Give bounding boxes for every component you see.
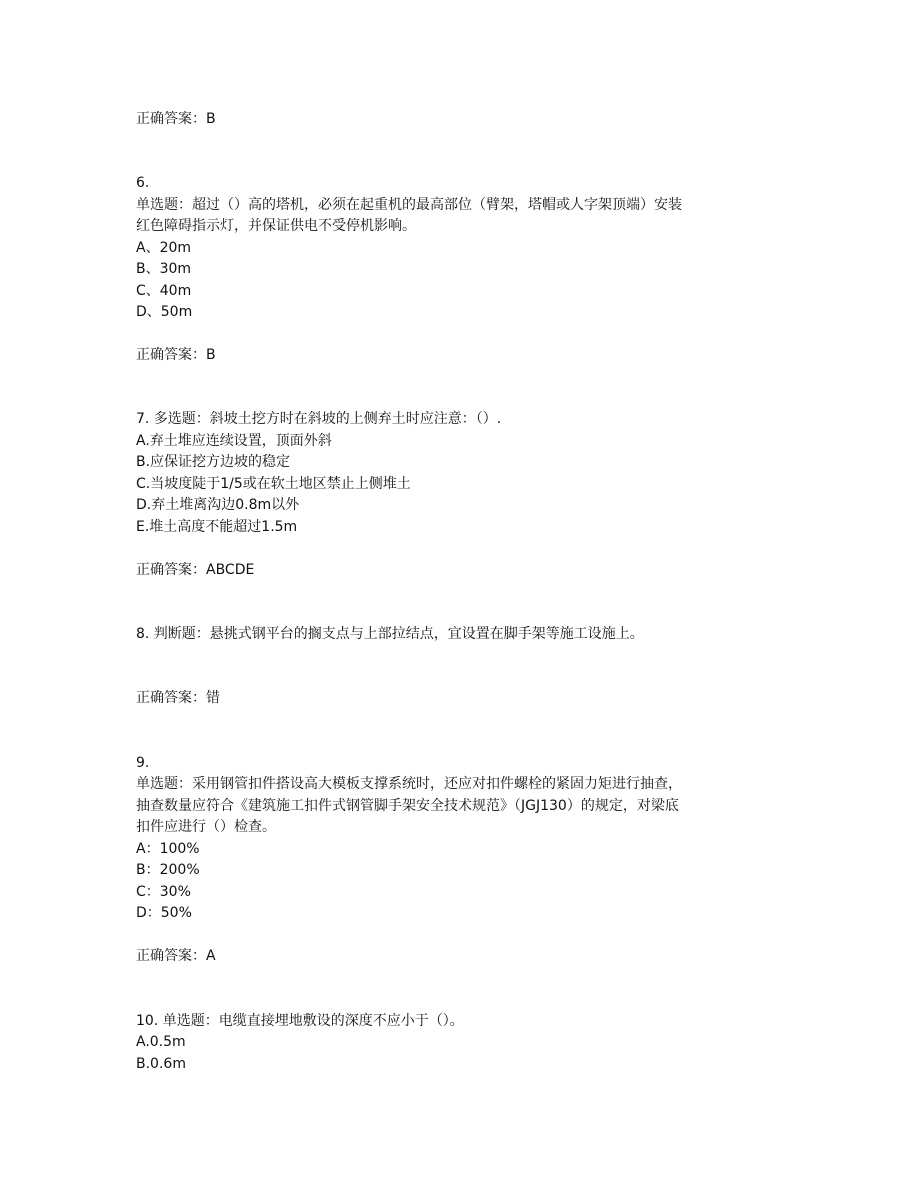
option: A：100% [136,841,200,857]
question-number: 6. [136,175,150,191]
option: C、40m [136,283,192,299]
option: B.0.6m [136,1056,186,1072]
option: D、50m [136,304,193,320]
question-stem: 扣件应进行（）检查。 [136,819,276,835]
answer-q8: 正确答案：错 [136,690,220,706]
option: A、20m [136,240,192,256]
answer-q7: 正确答案：ABCDE [136,562,255,578]
option: C.当坡度陡于1/5或在软土地区禁止上侧堆土 [136,476,411,492]
answer-q5: 正确答案：B [136,111,216,127]
option: C：30% [136,884,191,900]
question-stem: 抽查数量应符合《建筑施工扣件式钢管脚手架安全技术规范》（JGJ130）的规定，对梁底 [136,798,679,814]
answer-q6: 正确答案：B [136,347,216,363]
option: A.0.5m [136,1034,186,1050]
question-stem: 红色障碍指示灯，并保证供电不受停机影响。 [136,218,416,234]
option: B：200% [136,862,200,878]
question-number: 9. [136,755,150,771]
question-stem: 单选题：采用钢管扣件搭设高大模板支撑系统时，还应对扣件螺栓的紧固力矩进行抽查， [136,776,682,792]
question-stem: 单选题：超过（）高的塔机，必须在起重机的最高部位（臂架，塔帽或人字架顶端）安装 [136,197,682,213]
option: A.弃土堆应连续设置，顶面外斜 [136,433,332,449]
question-stem: 8. 判断题：悬挑式钢平台的搁支点与上部拉结点，宜设置在脚手架等施工设施上。 [136,626,644,642]
option: B.应保证挖方边坡的稳定 [136,454,291,470]
option: D：50% [136,905,192,921]
option: D.弃土堆离沟边0.8m以外 [136,497,300,513]
option: B、30m [136,261,192,277]
option: E.堆土高度不能超过1.5m [136,519,298,535]
question-stem: 7. 多选题：斜坡土挖方时在斜坡的上侧弃土时应注意：（）. [136,411,502,427]
question-stem: 10. 单选题：电缆直接埋地敷设的深度不应小于（）。 [136,1013,464,1029]
answer-q9: 正确答案：A [136,948,216,964]
